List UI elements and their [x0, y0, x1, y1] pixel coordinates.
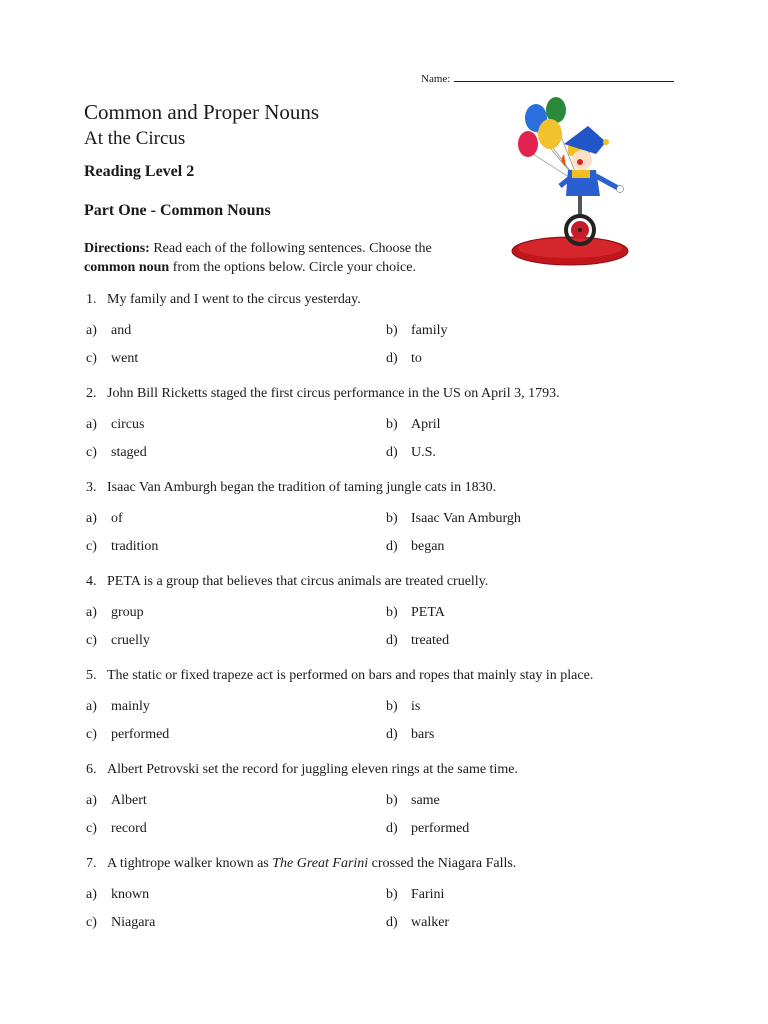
option-c[interactable]: c) staged — [86, 445, 147, 460]
question-stem: 6. Albert Petrovski set the record for juggling eleven rings at the same time. — [86, 762, 518, 777]
option-c[interactable]: c) record — [86, 821, 147, 836]
worksheet-title: Common and Proper Nouns — [84, 100, 320, 124]
directions-label: Directions: — [84, 241, 150, 256]
option-c[interactable]: c) tradition — [86, 539, 159, 554]
option-b[interactable]: b) April — [386, 417, 441, 432]
option-a[interactable]: a) circus — [86, 417, 145, 432]
question-list — [86, 292, 686, 950]
part-heading: Part One - Common Nouns — [84, 202, 271, 219]
question-5 — [86, 668, 686, 762]
option-d[interactable]: d) to — [386, 351, 422, 366]
name-underline[interactable] — [454, 70, 674, 82]
directions — [84, 239, 474, 277]
option-b[interactable]: b) is — [386, 699, 421, 714]
question-stem: 4. PETA is a group that believes that circus animals are treated cruelly. — [86, 574, 489, 589]
question-stem: 5. The static or fixed trapeze act is performed on bars and ropes that mainly stay in place. — [86, 668, 594, 683]
option-c[interactable]: c) went — [86, 351, 139, 366]
option-a[interactable]: a) group — [86, 605, 144, 620]
option-d[interactable]: d) walker — [386, 915, 450, 930]
option-b[interactable]: b) Isaac Van Amburgh — [386, 511, 521, 526]
question-stem: 2. John Bill Ricketts staged the first circus performance in the US on April 3, 1793. — [86, 386, 560, 401]
question-3 — [86, 480, 686, 574]
question-stem: 1. My family and I went to the circus yesterday. — [86, 292, 361, 307]
option-a[interactable]: a) of — [86, 511, 123, 526]
option-a[interactable]: a) and — [86, 323, 132, 338]
directions-text-1: Read each of the following sentences. Choose the — [149, 241, 432, 256]
option-c[interactable]: c) Niagara — [86, 915, 156, 930]
worksheet-subtitle: At the Circus — [84, 128, 186, 149]
option-b[interactable]: b) family — [386, 323, 448, 338]
option-d[interactable]: d) performed — [386, 821, 470, 836]
clown-unicycle-illustration — [500, 96, 650, 271]
option-d[interactable]: d) treated — [386, 633, 450, 648]
question-7 — [86, 856, 686, 950]
option-d[interactable]: d) U.S. — [386, 445, 436, 460]
question-6 — [86, 762, 686, 856]
directions-text-2: from the options below. Circle your choice. — [169, 260, 416, 275]
option-a[interactable]: a) Albert — [86, 793, 147, 808]
option-b[interactable]: b) same — [386, 793, 440, 808]
question-2 — [86, 386, 686, 480]
reading-level: Reading Level 2 — [84, 163, 195, 180]
option-c[interactable]: c) cruelly — [86, 633, 150, 648]
name-field[interactable] — [421, 70, 674, 85]
option-d[interactable]: d) bars — [386, 727, 435, 742]
option-b[interactable]: b) PETA — [386, 605, 445, 620]
option-b[interactable]: b) Farini — [386, 887, 445, 902]
option-a[interactable]: a) mainly — [86, 699, 150, 714]
option-d[interactable]: d) began — [386, 539, 445, 554]
directions-keyword: common noun — [84, 260, 170, 275]
option-a[interactable]: a) known — [86, 887, 150, 902]
question-1 — [86, 292, 686, 386]
question-stem: 7. A tightrope walker known as The Great Farini crossed the Niagara Falls. — [86, 856, 517, 871]
name-label: Name: — [421, 73, 451, 85]
question-stem: 3. Isaac Van Amburgh began the tradition of taming jungle cats in 1830. — [86, 480, 497, 495]
option-c[interactable]: c) performed — [86, 727, 170, 742]
question-4 — [86, 574, 686, 668]
